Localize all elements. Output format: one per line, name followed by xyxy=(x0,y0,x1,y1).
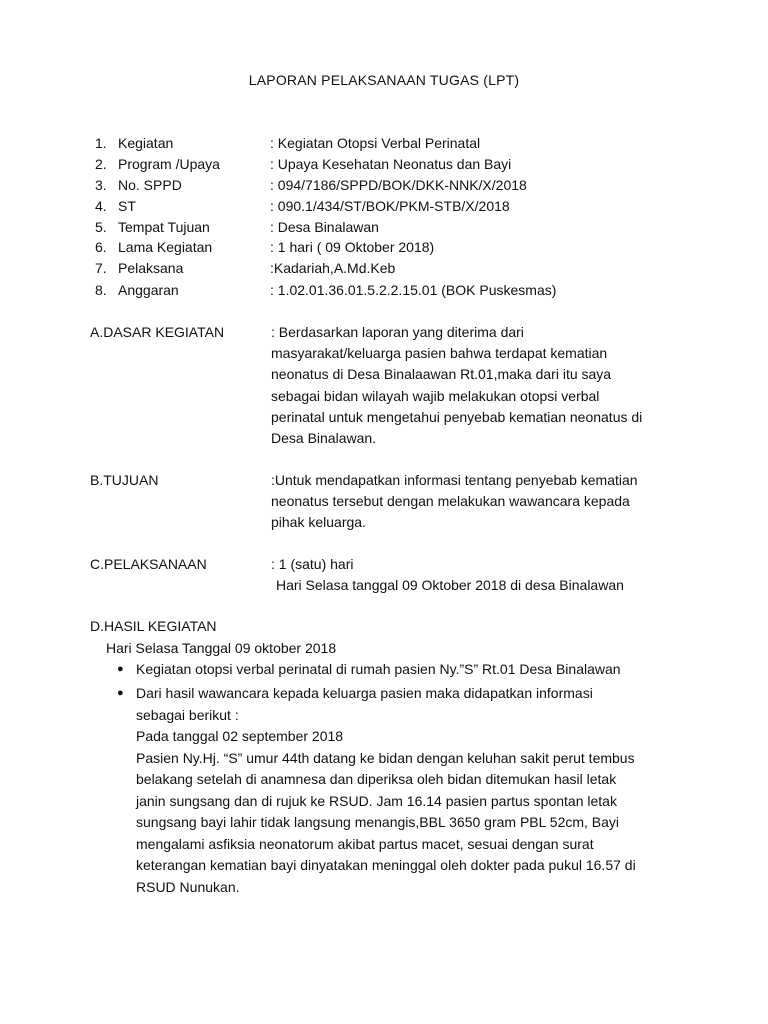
text-line: RSUD Nunukan. xyxy=(136,878,240,895)
text-line: masyarakat/keluarga pasien bahwa terdapat kematian xyxy=(271,345,608,362)
info-value: : Upaya Kesehatan Neonatus dan Bayi xyxy=(270,156,512,172)
text-line: neonatus di Desa Binalaawan Rt.01,maka dari itu saya xyxy=(271,366,612,383)
info-number: 8. xyxy=(95,282,107,298)
section-label: A.DASAR KEGIATAN xyxy=(90,324,225,340)
text-line: sungsang bayi lahir tidak langsung menangis,BBL 3650 gram PBL 52cm, Bayi xyxy=(136,814,620,830)
text-line: :Untuk mendapatkan informasi tentang penyebab kematian xyxy=(271,472,638,488)
text-line: mengalami asfiksia neonatorum akibat partus macet, sesuai dengan surat xyxy=(136,835,594,852)
section-text: Hari Selasa tanggal 09 Oktober 2018 di desa Binalawan xyxy=(276,577,624,593)
date-line: Hari Selasa Tanggal 09 oktober 2018 xyxy=(106,640,337,656)
text-line: pihak keluarga. xyxy=(271,514,366,531)
section-label: D.HASIL KEGIATAN xyxy=(90,618,217,634)
info-value: :Kadariah,A.Md.Keb xyxy=(270,260,396,276)
section-text xyxy=(271,322,691,449)
text-line: Dari hasil wawancara kepada keluarga pasien maka didapatkan informasi xyxy=(136,685,593,701)
info-number: 7. xyxy=(95,260,107,276)
text-line: keterangan kematian bayi dinyatakan meninggal oleh dokter pada pukul 16.57 di xyxy=(136,857,636,873)
info-label: Pelaksana xyxy=(118,260,184,276)
text-line: Pada tanggal 02 september 2018 xyxy=(136,728,344,744)
section-text xyxy=(271,470,691,534)
info-label: No. SPPD xyxy=(118,177,182,193)
info-value: : 1 hari ( 09 Oktober 2018) xyxy=(270,239,435,255)
text-line: Pasien Ny.Hj. “S” umur 44th datang ke bidan dengan keluhan sakit perut tembus xyxy=(136,749,635,766)
info-label: Kegiatan xyxy=(118,135,174,151)
text-line: sebagai berikut : xyxy=(136,706,239,723)
info-label: ST xyxy=(118,198,136,214)
bullet-icon: ● xyxy=(117,687,124,699)
info-number: 2. xyxy=(95,156,107,172)
text-line: : Berdasarkan laporan yang diterima dari xyxy=(271,324,524,340)
bullet-text: Kegiatan otopsi verbal perinatal di rumah pasien Ny.”S” Rt.01 Desa Binalawan xyxy=(136,661,621,677)
info-number: 4. xyxy=(95,198,107,214)
info-number: 6. xyxy=(95,239,107,255)
info-label: Tempat Tujuan xyxy=(118,219,210,235)
info-label: Anggaran xyxy=(118,282,179,298)
text-line: janin sungsang dan di rujuk ke RSUD. Jam 16.14 pasien partus spontan letak xyxy=(136,792,617,809)
info-label: Lama Kegiatan xyxy=(118,239,213,255)
info-value: : 094/7186/SPPD/BOK/DKK-NNK/X/2018 xyxy=(270,177,527,193)
section-label: B.TUJUAN xyxy=(90,472,159,488)
info-value: : Kegiatan Otopsi Verbal Perinatal xyxy=(270,135,481,151)
bullet-icon: ● xyxy=(117,663,124,675)
document-title: LAPORAN PELAKSANAAN TUGAS (LPT) xyxy=(248,72,520,88)
section-text: : 1 (satu) hari xyxy=(271,556,354,572)
info-number: 1. xyxy=(95,135,107,151)
text-line: sebagai bidan wilayah wajib melakukan otopsi verbal xyxy=(271,387,600,404)
text-line: belakang setelah di anamnesa dan diperiksa oleh bidan ditemukan hasil letak xyxy=(136,771,617,787)
text-line: Desa Binalawan. xyxy=(271,430,377,447)
section-label: C.PELAKSANAAN xyxy=(90,556,207,572)
info-value: : 1.02.01.36.01.5.2.2.15.01 (BOK Puskesmas) xyxy=(270,282,557,298)
info-value: : 090.1/434/ST/BOK/PKM-STB/X/2018 xyxy=(270,198,510,214)
info-value: : Desa Binalawan xyxy=(270,219,379,235)
text-line: perinatal untuk mengetahui penyebab kematian neonatus di xyxy=(271,408,643,425)
info-number: 5. xyxy=(95,219,107,235)
text-line: neonatus tersebut dengan melakukan wawancara kepada xyxy=(271,493,630,510)
info-label: Program /Upaya xyxy=(118,156,220,172)
info-number: 3. xyxy=(95,177,107,193)
bullet-text xyxy=(136,683,696,898)
